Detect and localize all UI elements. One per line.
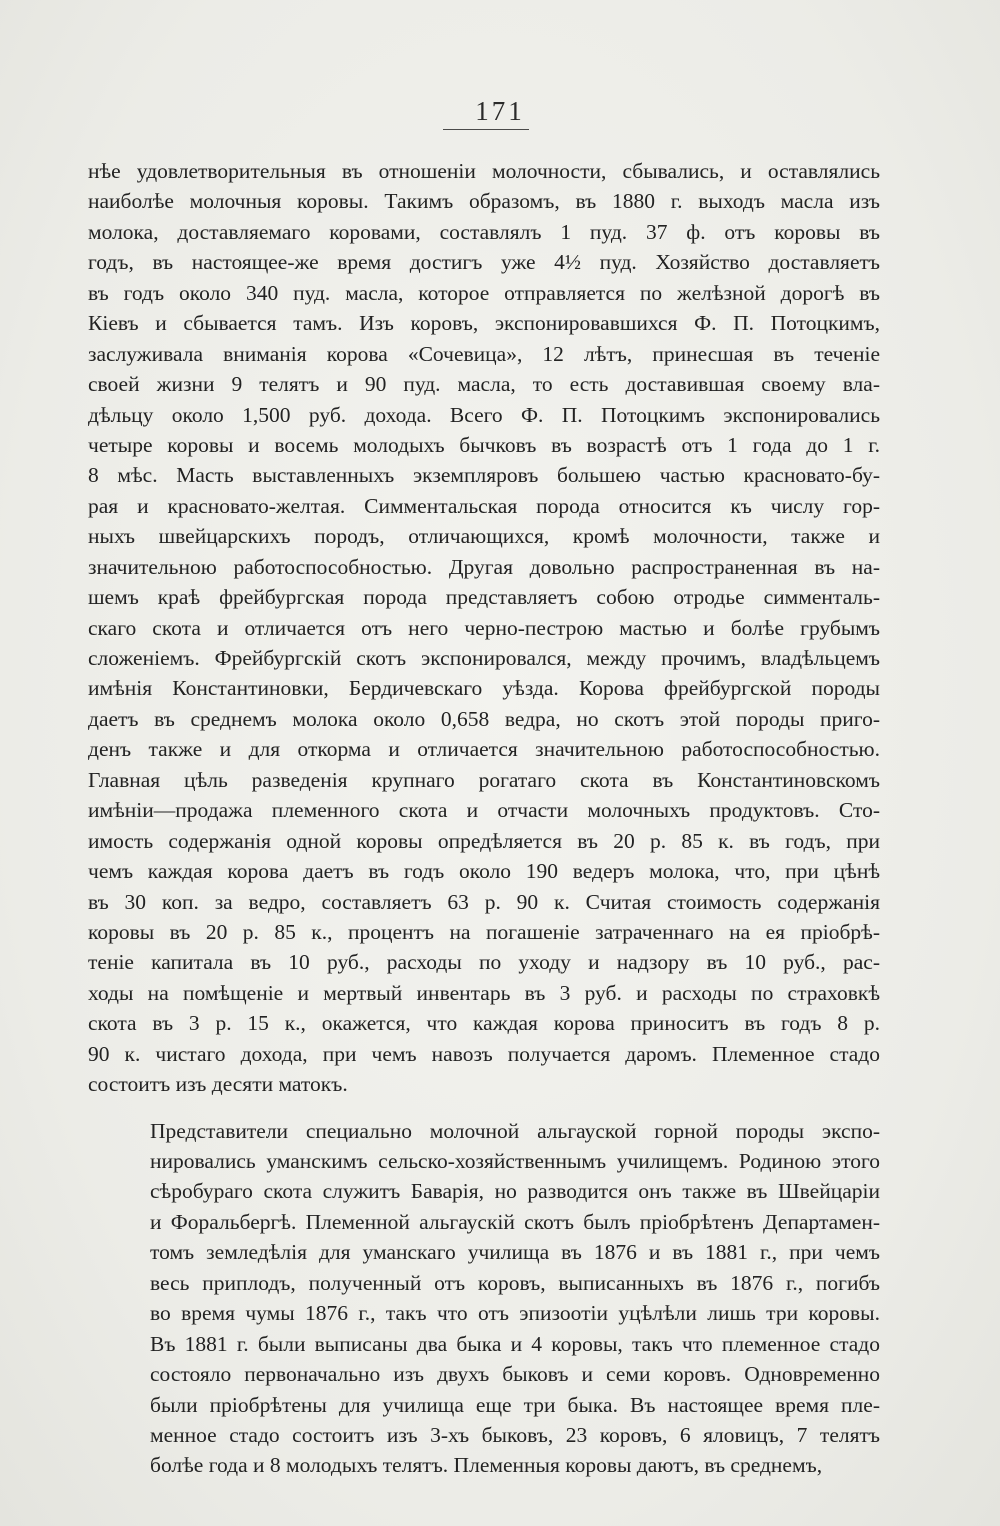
text-line: Кiевъ и сбывается тамъ. Изъ коровъ, экспонировавшихся Ф. П. Потоцкимъ, bbox=[88, 311, 880, 336]
text-line: скаго скота и отличается отъ него черно-пестрою мастью и болѣе грубымъ bbox=[88, 615, 880, 640]
text-line: были прiобрѣтены для училища еще три быка. Въ настоящее время пле- bbox=[150, 1392, 880, 1417]
text-line: молока, доставляемаго коровами, составлялъ 1 пуд. 37 ф. отъ коровы въ bbox=[88, 219, 880, 244]
text-line: во время чумы 1876 г., такъ что отъ эпизоотiи уцѣлѣли лишь три коровы. bbox=[150, 1301, 880, 1326]
text-line: чемъ каждая корова даетъ въ годъ около 190 ведеръ молока, что, при цѣнѣ bbox=[88, 859, 880, 884]
text-line: коровы въ 20 р. 85 к., процентъ на погашенiе затраченнаго на ея прiобрѣ- bbox=[88, 919, 880, 944]
text-line: Главная цѣль разведенiя крупнаго рогатаго скота въ Константиновскомъ bbox=[88, 767, 880, 792]
text-line: заслуживала вниманiя корова «Сочевица», 12 лѣтъ, принесшая въ теченiе bbox=[88, 341, 880, 366]
text-line: сѣробураго скота служитъ Баварiя, но разводится онъ также въ Швейцарiи bbox=[150, 1179, 880, 1204]
text-line: 8 мѣс. Масть выставленныхъ экземпляровъ большею частью красновато-бу- bbox=[88, 463, 880, 488]
text-line: рая и красновато-желтая. Симментальская порода относится къ числу гор- bbox=[88, 493, 880, 518]
text-line: тенiе капитала въ 10 руб., расходы по уходу и надзору въ 10 руб., рас- bbox=[88, 950, 880, 975]
text-line: менное стадо состоитъ изъ 3-хъ быковъ, 23 коровъ, 6 яловицъ, 7 телятъ bbox=[150, 1422, 880, 1447]
text-line: годъ, въ настоящее-же время достигъ уже 4½ пуд. Хозяйство доставляетъ bbox=[88, 250, 880, 275]
text-line: весь приплодъ, полученный отъ коровъ, выписанныхъ въ 1876 г., погибъ bbox=[150, 1270, 880, 1295]
text-line: состоитъ изъ десяти матокъ. bbox=[88, 1072, 348, 1097]
text-line: состояло первоначально изъ двухъ быковъ и семи коровъ. Одновременно bbox=[150, 1362, 880, 1387]
text-line: скота въ 3 р. 15 к., окажется, что каждая корова приноситъ въ годъ 8 р. bbox=[88, 1011, 880, 1036]
body-text bbox=[88, 156, 880, 1481]
paragraph-1 bbox=[88, 156, 880, 1100]
text-line: имѣнiя Константиновки, Бердичевскаго уѣзда. Корова фрейбургской породы bbox=[88, 676, 880, 701]
paragraph-2 bbox=[88, 1116, 880, 1481]
text-line: наиболѣе молочныя коровы. Такимъ образомъ, въ 1880 г. выходъ масла изъ bbox=[88, 189, 880, 214]
text-line: Представители специально молочной альгауской горной породы экспо- bbox=[150, 1118, 880, 1143]
page-number-rule bbox=[443, 129, 529, 130]
page-number: 171 bbox=[475, 96, 525, 126]
text-line: въ 30 коп. за ведро, составляетъ 63 р. 90 к. Считая стоимость содержанiя bbox=[88, 889, 880, 914]
text-line: въ годъ около 340 пуд. масла, которое отправляется по желѣзной дорогѣ въ bbox=[88, 280, 880, 305]
text-line: ходы на помѣщенiе и мертвый инвентарь въ 3 руб. и расходы по страховкѣ bbox=[88, 980, 880, 1005]
text-line: имѣнiи—продажа племенного скота и отчасти молочныхъ продуктовъ. Сто- bbox=[88, 798, 880, 823]
text-line: нѣе удовлетворительныя въ отношенiи молочности, сбывались, и оставлялись bbox=[88, 159, 880, 183]
text-line: дѣльцу около 1,500 руб. дохода. Всего Ф. П. Потоцкимъ экспонировались bbox=[88, 402, 880, 427]
text-line: болѣе года и 8 молодыхъ телятъ. Племенныя коровы даютъ, въ среднемъ, bbox=[150, 1453, 823, 1478]
text-line: имость содержанiя одной коровы опредѣляется въ 20 р. 85 к. въ годъ, при bbox=[88, 828, 880, 853]
text-line: сложенiемъ. Фрейбургскiй скотъ экспонировался, между прочимъ, владѣльцемъ bbox=[88, 646, 880, 670]
text-line: ныхъ швейцарскихъ породъ, отличающихся, кромѣ молочности, также и bbox=[88, 524, 880, 549]
text-line: шемъ краѣ фрейбургская порода представляетъ собою отродье симменталь- bbox=[88, 585, 880, 610]
text-line: томъ земледѣлiя для уманскаго училища въ 1876 и въ 1881 г., при чемъ bbox=[150, 1240, 880, 1265]
text-line: 90 к. чистаго дохода, при чемъ навозъ получается даромъ. Племенное стадо bbox=[88, 1041, 880, 1066]
text-line: денъ также и для откорма и отличается значительною работоспособностью. bbox=[88, 737, 880, 762]
text-line: нировались уманскимъ сельско-хозяйственнымъ училищемъ. Родиною этого bbox=[150, 1149, 880, 1173]
text-line: даетъ въ среднемъ молока около 0,658 ведра, но скотъ этой породы приго- bbox=[88, 706, 880, 731]
text-line: Въ 1881 г. были выписаны два быка и 4 коровы, такъ что племенное стадо bbox=[150, 1331, 880, 1356]
text-line: и Форальбергѣ. Племенной альгаускiй скотъ былъ прiобрѣтенъ Департамен- bbox=[150, 1209, 880, 1234]
text-line: четыре коровы и восемь молодыхъ бычковъ въ возрастѣ отъ 1 года до 1 г. bbox=[88, 432, 880, 457]
text-line: своей жизни 9 телятъ и 90 пуд. масла, то есть доставившая своему вла- bbox=[88, 372, 880, 397]
text-line: значительною работоспособностью. Другая довольно распространенная въ на- bbox=[88, 554, 880, 579]
